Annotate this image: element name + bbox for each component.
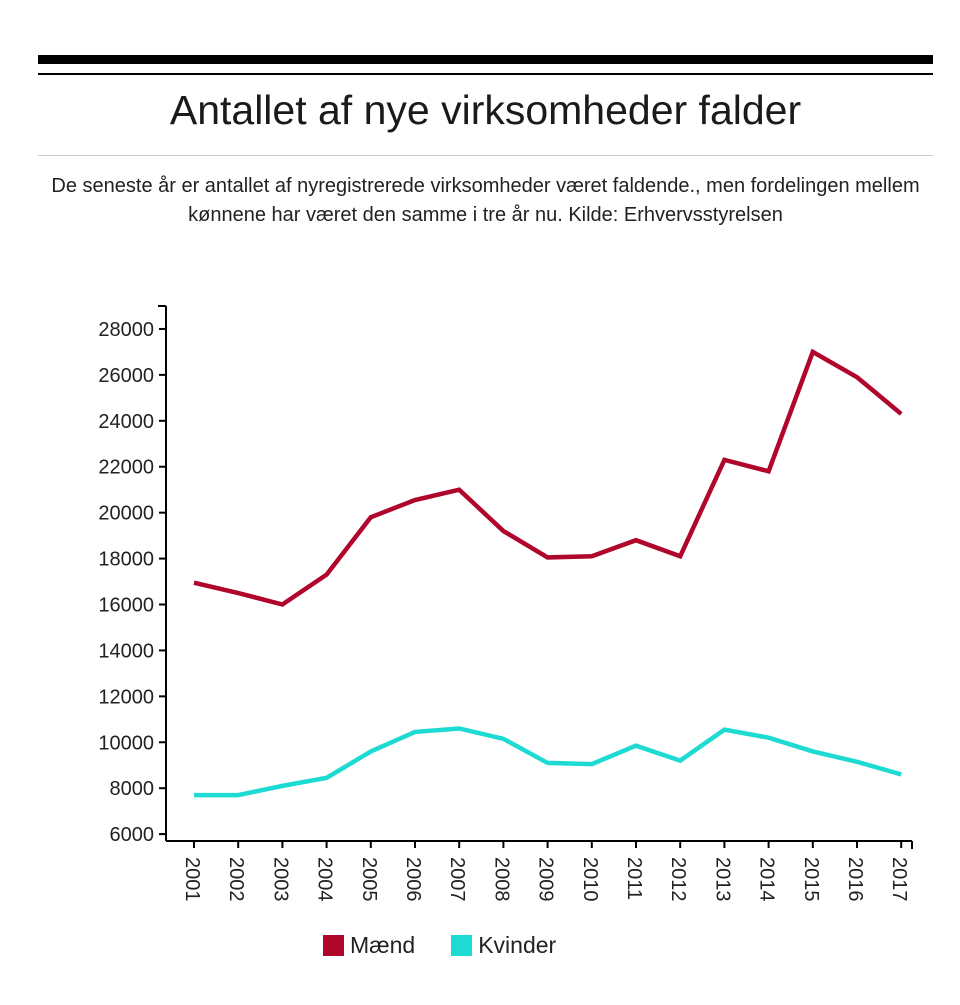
x-tick-label: 2005 — [357, 857, 380, 902]
legend-swatch-kvinder — [451, 935, 472, 956]
y-tick-label: 16000 — [98, 594, 154, 617]
chart-subtitle: De seneste år er antallet af nyregistrerede virksomheder været faldende., men fordelingen mellem kønnene har været den samme i tre år nu. Kilde: Erhvervsstyrelsen — [51, 175, 920, 226]
x-tick-label: 2011 — [623, 857, 645, 901]
x-tick-label: 2012 — [667, 857, 690, 902]
x-tick-label: 2006 — [402, 857, 424, 902]
x-tick-label: 2002 — [225, 857, 248, 902]
chart-title: Antallet af nye virksomheder falder — [169, 87, 802, 133]
x-tick-label: 2017 — [888, 857, 911, 902]
x-tick-label: 2015 — [799, 857, 822, 902]
y-tick-label: 20000 — [98, 502, 154, 525]
y-tick-label: 14000 — [98, 640, 154, 663]
legend-item-maend[interactable] — [323, 932, 415, 959]
y-tick-label: 28000 — [98, 318, 154, 341]
y-tick-label: 10000 — [98, 732, 154, 755]
y-tick-label: 26000 — [98, 364, 154, 387]
y-tick-label: 18000 — [98, 548, 154, 571]
x-tick-label: 2014 — [755, 857, 778, 902]
legend-item-kvinder[interactable] — [451, 932, 556, 959]
x-tick-label: 2001 — [181, 857, 203, 902]
legend-label-kvinder: Kvinder — [478, 932, 557, 958]
x-tick-label: 2016 — [844, 857, 866, 902]
y-tick-label: 22000 — [98, 456, 154, 479]
x-tick-label: 2004 — [313, 857, 336, 902]
legend-label-maend: Mænd — [350, 932, 416, 958]
y-tick-label: 24000 — [98, 410, 154, 433]
series-line-kvinder — [194, 728, 901, 795]
series-line-maend — [194, 352, 901, 605]
x-tick-label: 2010 — [578, 857, 601, 902]
y-tick-label: 8000 — [109, 778, 154, 801]
x-tick-label: 2013 — [711, 857, 734, 902]
x-tick-label: 2003 — [269, 857, 292, 902]
x-tick-label: 2009 — [534, 857, 557, 902]
y-tick-label: 6000 — [109, 824, 154, 847]
legend — [323, 932, 592, 959]
y-tick-label: 12000 — [98, 686, 154, 709]
legend-swatch-maend — [323, 935, 344, 956]
x-tick-label: 2007 — [446, 857, 469, 902]
x-tick-label: 2008 — [490, 857, 513, 902]
